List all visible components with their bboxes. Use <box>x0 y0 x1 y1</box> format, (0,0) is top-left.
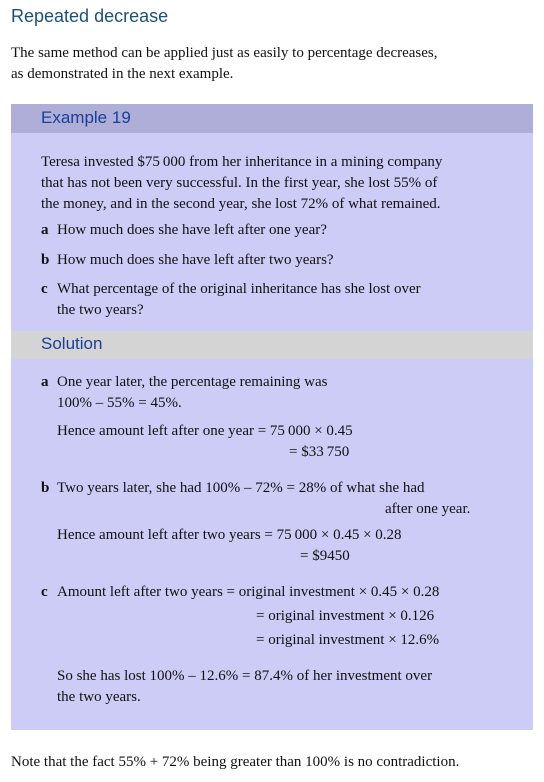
solution-a-equation-1: Hence amount left after one year = 75 000 × 0.45 <box>57 423 353 439</box>
part-c-text-2: the two years? <box>57 302 144 318</box>
question-line-2: that has not been very successful. In the first year, she lost 55% of <box>41 175 438 191</box>
solution-c-conclusion-1: So she has lost 100% – 12.6% = 87.4% of her investment over <box>57 668 433 684</box>
question-line-1: Teresa invested $75 000 from her inheritance in a mining company <box>41 154 443 170</box>
solution-c-label: c <box>41 584 48 600</box>
solution-c-line-1: Amount left after two years = original investment × 0.45 × 0.28 <box>57 584 440 600</box>
solution-c-line-2: = original investment × 0.126 <box>256 608 435 624</box>
solution-c-conclusion-2: the two years. <box>57 689 141 705</box>
part-a-label: a <box>41 222 49 238</box>
example-title: Example 19 <box>41 108 131 127</box>
question-line-3: the money, and in the second year, she lost 72% of what remained. <box>41 196 441 212</box>
part-a-text: How much does she have left after one year? <box>57 222 327 238</box>
solution-b-line-1: Two years later, she had 100% – 72% = 28% of what she had <box>57 480 425 496</box>
solution-b-line-2: after one year. <box>385 501 471 517</box>
part-b-text: How much does she have left after two years? <box>57 252 334 268</box>
section-heading: Repeated decrease <box>11 6 169 26</box>
solution-header-bar <box>11 331 533 359</box>
intro-line-2: as demonstrated in the next example. <box>11 66 234 82</box>
solution-title: Solution <box>41 334 103 353</box>
part-c-label: c <box>41 281 48 297</box>
solution-a-line-1: One year later, the percentage remaining was <box>57 374 328 390</box>
solution-a-equation-2: = $33 750 <box>289 444 350 460</box>
solution-b-label: b <box>41 480 50 496</box>
intro-paragraph <box>11 43 531 85</box>
intro-line-1: The same method can be applied just as easily to percentage decreases, <box>11 45 438 61</box>
solution-a-line-2: 100% – 55% = 45%. <box>57 395 182 411</box>
part-b-label: b <box>41 252 50 268</box>
solution-c-line-3: = original investment × 12.6% <box>256 632 440 648</box>
solution-a-label: a <box>41 374 49 390</box>
solution-b-equation-1: Hence amount left after two years = 75 000 × 0.45 × 0.28 <box>57 527 402 543</box>
part-c-text-1: What percentage of the original inheritance has she lost over <box>57 281 421 297</box>
footer-note: Note that the fact 55% + 72% being greater than 100% is no contradiction. <box>11 754 460 770</box>
example-header-bar <box>11 104 533 133</box>
solution-b-equation-2: = $9450 <box>300 548 350 564</box>
example-box <box>11 104 533 730</box>
